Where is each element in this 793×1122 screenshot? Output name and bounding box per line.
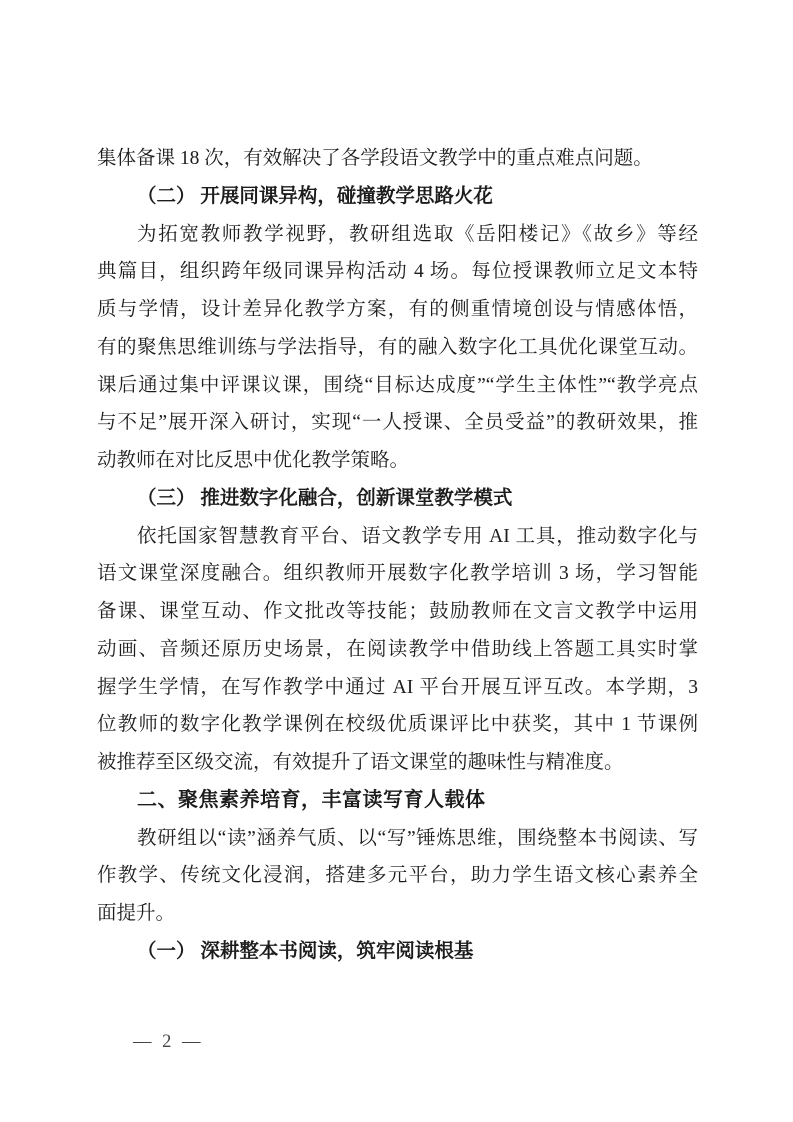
text-line: 教研组以“读”涵养气质、以“写”锤炼思维，围绕整本书阅读、写 [137, 827, 698, 849]
page-number: — 2 — [133, 1032, 204, 1052]
text-line: 典篇目，组织跨年级同课异构活动 4 场。每位授课教师立足文本特 [97, 261, 698, 283]
text-line: 动教师在对比反思中优化教学策略。 [97, 450, 410, 471]
page-footer [133, 1028, 204, 1056]
text-line: 备课、课堂互动、作文批改等技能；鼓励教师在文言文教学中运用 [97, 601, 698, 622]
section-heading: （二） 开展同课异构，碰撞教学思路火花 [137, 185, 493, 207]
section-heading: 二、聚焦素养培育，丰富读写育人载体 [137, 788, 486, 811]
text-line: 被推荐至区级交流，有效提升了语文课堂的趣味性与精准度。 [97, 752, 624, 773]
text-line: 与不足”展开深入研讨，实现“一人授课、全员受益”的教研效果，推 [97, 412, 698, 434]
document-content [97, 140, 698, 971]
section-heading: （三） 推进数字化融合，创新课堂教学模式 [137, 487, 513, 509]
text-line: 动画、音频还原历史场景，在阅读教学中借助线上答题工具实时掌 [97, 638, 698, 660]
text-line: 语文课堂深度融合。组织教师开展数字化教学培训 3 场，学习智能 [97, 563, 698, 585]
text-line: 课后通过集中评课议课，围绕“目标达成度”“学生主体性”“教学亮点 [97, 374, 698, 396]
text-line: 为拓宽教师教学视野，教研组选取《岳阳楼记》《故乡》等经 [137, 223, 698, 245]
text-line: 位教师的数字化教学课例在校级优质课评比中获奖，其中 1 节课例 [97, 714, 698, 736]
text-line: 质与学情，设计差异化教学方案，有的侧重情境创设与情感体悟， [97, 299, 698, 320]
section-heading: （一） 深耕整本书阅读，筑牢阅读根基 [137, 940, 474, 962]
text-line: 作教学、传统文化浸润，搭建多元平台，助力学生语文核心素养全 [97, 865, 698, 887]
text-line: 依托国家智慧教育平台、语文教学专用 AI 工具，推动数字化与 [137, 525, 698, 547]
text-line: 有的聚焦思维训练与学法指导，有的融入数字化工具优化课堂互动。 [97, 336, 698, 358]
text-line: 集体备课 18 次，有效解决了各学段语文教学中的重点难点问题。 [97, 148, 653, 169]
text-line: 握学生学情，在写作教学中通过 AI 平台开展互评互改。本学期，3 [97, 676, 698, 698]
text-line: 面提升。 [97, 903, 176, 924]
